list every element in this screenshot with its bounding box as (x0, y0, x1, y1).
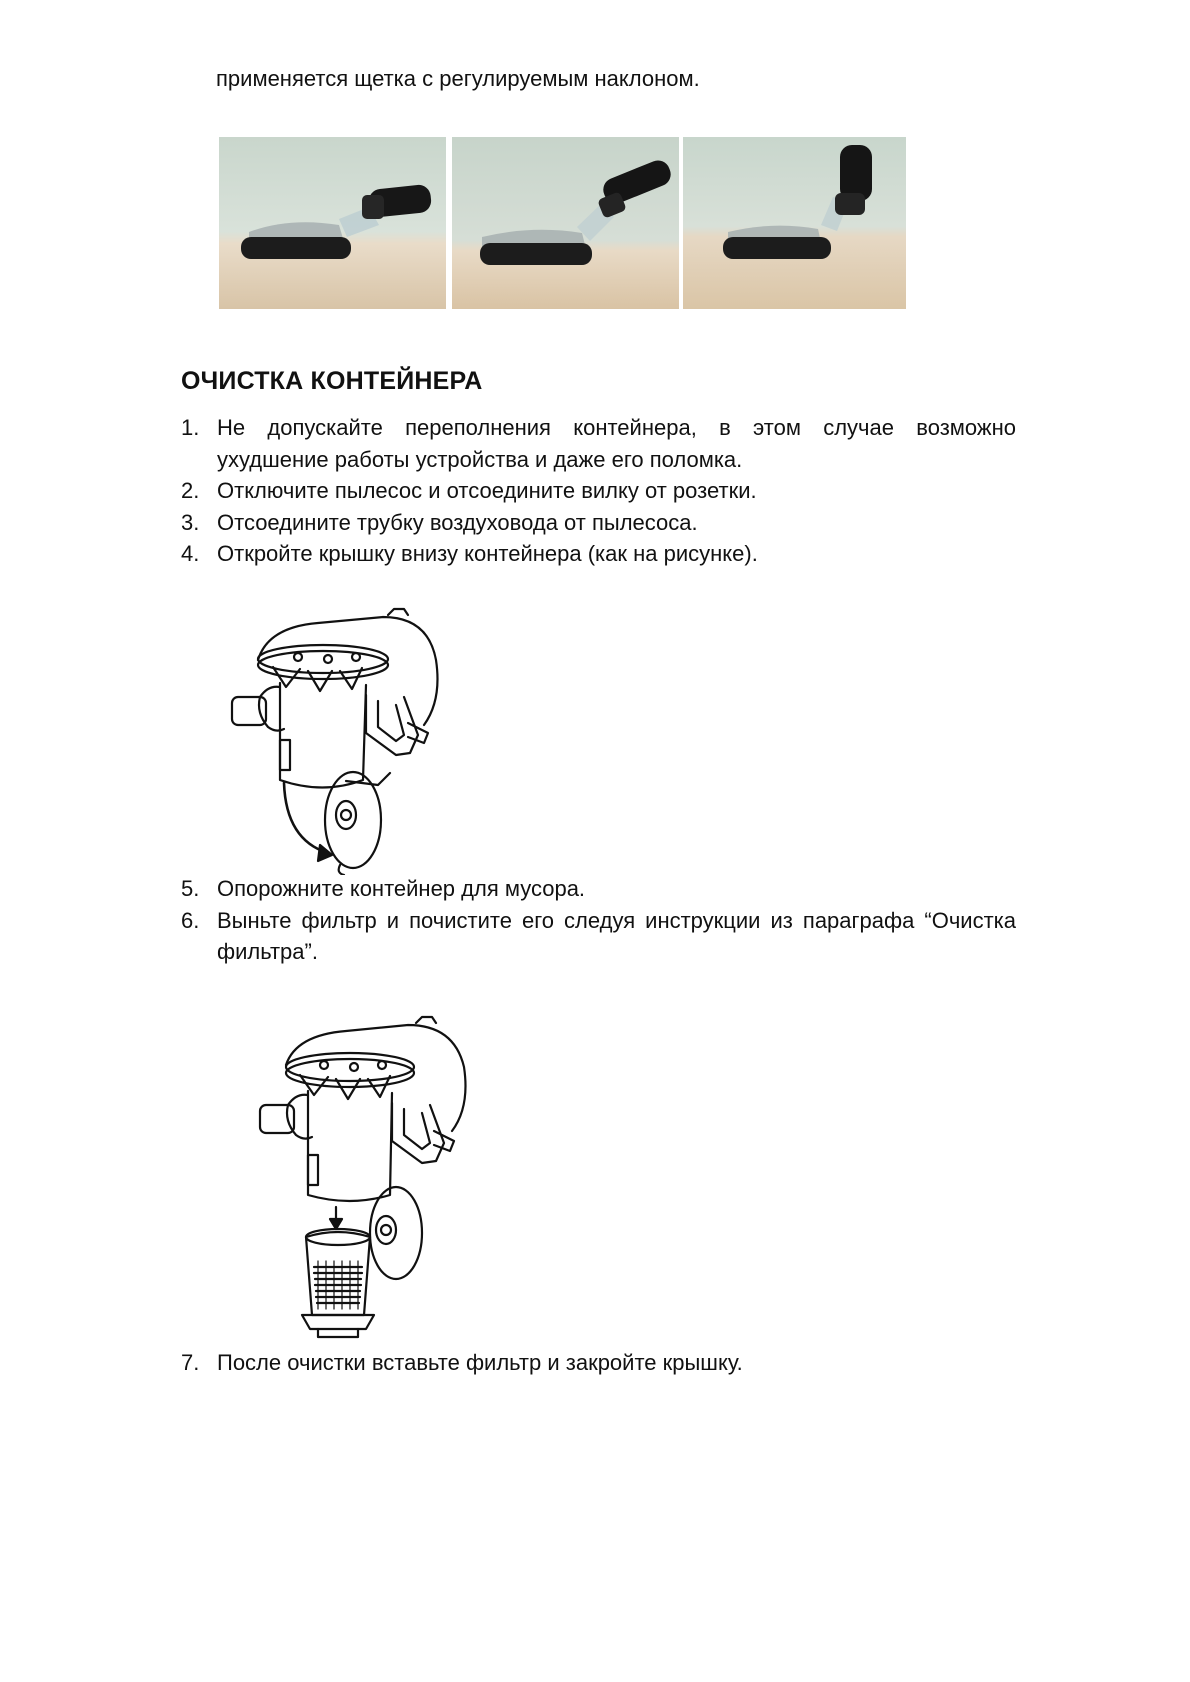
steps-list-2 (181, 873, 1016, 968)
step-number: 7. (181, 1350, 200, 1375)
list-item (181, 475, 1016, 507)
section-title: ОЧИСТКА КОНТЕЙНЕРА (181, 367, 483, 395)
step-number: 4. (181, 541, 200, 566)
brush-photo-2 (452, 137, 679, 309)
step-text: Отсоедините трубку воздуховода от пылесоса. (217, 509, 698, 535)
step-text: Отключите пылесос и отсоедините вилку от розетки. (217, 478, 757, 503)
list-item (181, 412, 1016, 475)
step-number: 2. (181, 478, 200, 503)
step-number: 3. (181, 509, 200, 535)
step-text: Выньте фильтр и почистите его следуя инструкции из параграфа “Очистка фильтра”. (217, 907, 1016, 964)
step-text: Не допускайте переполнения контейнера, в этом случае возможно ухудшение работы устройства и даже его поломка. (217, 415, 1016, 472)
intro-text: применяется щетка с регулируемым наклоном. (216, 66, 700, 91)
list-item (181, 905, 1016, 968)
brush-photo-strip (219, 137, 906, 309)
step-text: После очистки вставьте фильтр и закройте крышку. (217, 1350, 743, 1375)
list-item (181, 507, 1016, 539)
steps-list-1 (181, 412, 1016, 570)
list-item (181, 873, 1016, 905)
figure-filter-removal (258, 1015, 488, 1350)
step-number: 6. (181, 907, 200, 933)
figure-open-lid (228, 605, 468, 880)
brush-photo-3 (683, 137, 906, 309)
brush-photo-1 (219, 137, 446, 309)
step-number: 1. (181, 415, 200, 440)
step-number: 5. (181, 876, 200, 901)
list-item (181, 1347, 1016, 1379)
steps-list-3 (181, 1347, 1016, 1379)
list-item (181, 538, 1016, 570)
step-text: Откройте крышку внизу контейнера (как на рисунке). (217, 541, 758, 566)
step-text: Опорожните контейнер для мусора. (217, 876, 586, 901)
